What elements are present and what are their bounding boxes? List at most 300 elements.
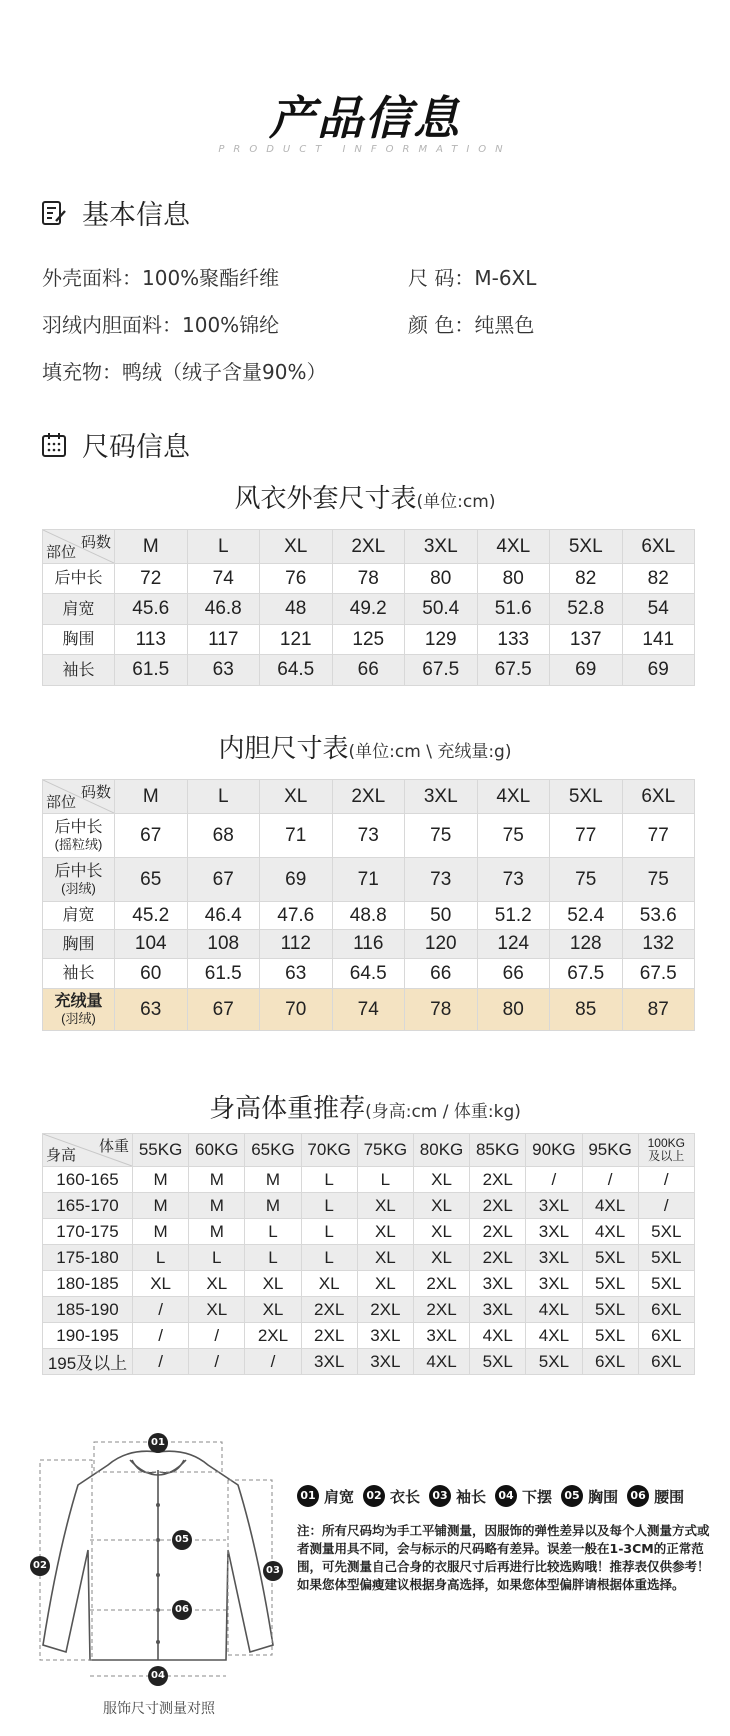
table-cell: 2XL bbox=[357, 1297, 413, 1323]
table-cell: 46.8 bbox=[187, 594, 260, 625]
table-cell: 133 bbox=[477, 625, 550, 655]
table-cell: XL bbox=[301, 1271, 357, 1297]
rec-table-title bbox=[0, 1088, 730, 1125]
table-cell: 104 bbox=[115, 930, 188, 959]
table-cell: 50 bbox=[405, 902, 478, 930]
table-cell: 80 bbox=[477, 989, 550, 1031]
table-cell: L bbox=[133, 1245, 189, 1271]
legend-label: 腰围 bbox=[654, 1487, 685, 1506]
table-cell: 82 bbox=[550, 564, 623, 594]
corner-bottom-label: 部位 bbox=[46, 544, 77, 561]
table-cell: 80 bbox=[405, 564, 478, 594]
column-header: 85KG bbox=[470, 1134, 526, 1167]
corner-top-label: 码数 bbox=[80, 534, 111, 551]
table-cell: 61.5 bbox=[187, 959, 260, 989]
table-row bbox=[43, 814, 695, 858]
column-header: 60KG bbox=[189, 1134, 245, 1167]
table-row bbox=[43, 1297, 695, 1323]
liner-size-table bbox=[42, 779, 695, 1031]
table-cell: 5XL bbox=[582, 1297, 638, 1323]
column-header: 70KG bbox=[301, 1134, 357, 1167]
calendar-icon bbox=[40, 431, 68, 459]
table-cell: 53.6 bbox=[622, 902, 695, 930]
table-cell: XL bbox=[357, 1245, 413, 1271]
column-header: M bbox=[115, 530, 188, 564]
table-cell: XL bbox=[357, 1193, 413, 1219]
column-header-line: 及以上 bbox=[648, 1149, 685, 1163]
row-label: 175-180 bbox=[43, 1245, 133, 1271]
table-cell: 77 bbox=[622, 814, 695, 858]
table-cell: 125 bbox=[332, 625, 405, 655]
table-cell: 2XL bbox=[301, 1323, 357, 1349]
marker-04: 04 bbox=[148, 1666, 168, 1686]
table-row bbox=[43, 1193, 695, 1219]
table-cell: 6XL bbox=[638, 1349, 694, 1375]
table-row bbox=[43, 930, 695, 959]
table-cell: 51.2 bbox=[477, 902, 550, 930]
table-cell: 3XL bbox=[357, 1349, 413, 1375]
table-cell: 67 bbox=[187, 858, 260, 902]
table-cell: 6XL bbox=[638, 1323, 694, 1349]
table-cell: 74 bbox=[332, 989, 405, 1031]
table-cell: 5XL bbox=[526, 1349, 582, 1375]
table-cell: 67.5 bbox=[550, 959, 623, 989]
table-cell: 48 bbox=[260, 594, 333, 625]
corner-top-label: 体重 bbox=[98, 1138, 129, 1155]
table-cell: 129 bbox=[405, 625, 478, 655]
table-cell: 63 bbox=[115, 989, 188, 1031]
table-cell: 47.6 bbox=[260, 902, 333, 930]
row-label bbox=[43, 858, 115, 902]
legend-label: 肩宽 bbox=[324, 1487, 355, 1506]
table-cell: M bbox=[133, 1167, 189, 1193]
table-cell: M bbox=[133, 1219, 189, 1245]
table-cell: 3XL bbox=[526, 1219, 582, 1245]
row-label-sub: (羽绒) bbox=[61, 880, 96, 896]
table-cell: 2XL bbox=[470, 1193, 526, 1219]
table-cell: 5XL bbox=[470, 1349, 526, 1375]
table-cell: 3XL bbox=[357, 1323, 413, 1349]
row-label: 190-195 bbox=[43, 1323, 133, 1349]
rec-table-name: 身高体重推荐 bbox=[209, 1094, 366, 1124]
liner-table-name: 内胆尺寸表 bbox=[218, 734, 349, 764]
table-cell: / bbox=[133, 1297, 189, 1323]
table-cell: XL bbox=[245, 1271, 301, 1297]
table-cell: 116 bbox=[332, 930, 405, 959]
page-subtitle: PRODUCT INFORMATION bbox=[218, 144, 512, 155]
table-cell: 5XL bbox=[638, 1271, 694, 1297]
table-cell: 73 bbox=[405, 858, 478, 902]
table-cell: 71 bbox=[260, 814, 333, 858]
table-cell: L bbox=[301, 1167, 357, 1193]
table-corner bbox=[43, 780, 115, 814]
column-header: 4XL bbox=[477, 530, 550, 564]
marker-05: 05 bbox=[172, 1530, 192, 1550]
table-cell: 75 bbox=[622, 858, 695, 902]
table-cell: 76 bbox=[260, 564, 333, 594]
table-cell: 3XL bbox=[413, 1323, 469, 1349]
row-label-text: 袖长 bbox=[62, 661, 95, 679]
table-cell: 64.5 bbox=[260, 655, 333, 686]
legend-number: 06 bbox=[627, 1485, 649, 1507]
outer-table-title bbox=[0, 478, 730, 515]
table-row bbox=[43, 1167, 695, 1193]
row-label-sub: (羽绒) bbox=[61, 1010, 96, 1026]
liner-fabric: 羽绒内胆面料：100%锦纶 bbox=[42, 313, 280, 337]
legend-label: 袖长 bbox=[456, 1487, 487, 1506]
table-row bbox=[43, 858, 695, 902]
column-header-line: 100KG bbox=[647, 1136, 685, 1150]
row-label bbox=[43, 959, 115, 989]
table-row bbox=[43, 594, 695, 625]
table-cell: 3XL bbox=[470, 1297, 526, 1323]
table-cell: 69 bbox=[550, 655, 623, 686]
column-header bbox=[638, 1134, 694, 1167]
row-label-text: 肩宽 bbox=[62, 600, 95, 618]
table-cell: 50.4 bbox=[405, 594, 478, 625]
table-row bbox=[43, 902, 695, 930]
table-cell: 63 bbox=[187, 655, 260, 686]
row-label bbox=[43, 814, 115, 858]
table-cell: 117 bbox=[187, 625, 260, 655]
table-cell: 45.6 bbox=[115, 594, 188, 625]
table-cell: 48.8 bbox=[332, 902, 405, 930]
column-header: 6XL bbox=[622, 780, 695, 814]
column-header: XL bbox=[260, 530, 333, 564]
table-cell: 63 bbox=[260, 959, 333, 989]
table-cell: 2XL bbox=[470, 1219, 526, 1245]
measure-legend bbox=[297, 1484, 717, 1507]
marker-01: 01 bbox=[148, 1433, 168, 1453]
column-header: L bbox=[187, 780, 260, 814]
row-label bbox=[43, 655, 115, 686]
legend-item bbox=[561, 1485, 618, 1507]
table-cell: 121 bbox=[260, 625, 333, 655]
table-cell: 113 bbox=[115, 625, 188, 655]
outer-table-name: 风衣外套尺寸表 bbox=[234, 484, 417, 514]
legend-number: 05 bbox=[561, 1485, 583, 1507]
legend-label: 衣长 bbox=[390, 1487, 421, 1506]
outer-table-unit: (单位:cm) bbox=[416, 492, 496, 512]
table-cell: 2XL bbox=[301, 1297, 357, 1323]
marker-06: 06 bbox=[172, 1600, 192, 1620]
table-cell: 69 bbox=[622, 655, 695, 686]
corner-top-label: 码数 bbox=[80, 784, 111, 801]
column-header: 6XL bbox=[622, 530, 695, 564]
table-cell: XL bbox=[133, 1271, 189, 1297]
table-cell: 3XL bbox=[526, 1245, 582, 1271]
legend-number: 01 bbox=[297, 1485, 319, 1507]
legend-number: 04 bbox=[495, 1485, 517, 1507]
table-cell: 66 bbox=[477, 959, 550, 989]
table-cell: 2XL bbox=[470, 1245, 526, 1271]
legend-label: 胸围 bbox=[588, 1487, 619, 1506]
table-cell: 3XL bbox=[526, 1271, 582, 1297]
marker-02: 02 bbox=[30, 1556, 50, 1576]
table-cell: 67.5 bbox=[622, 959, 695, 989]
row-label-text: 肩宽 bbox=[62, 907, 95, 924]
table-row bbox=[43, 1219, 695, 1245]
table-cell: XL bbox=[357, 1219, 413, 1245]
table-cell: 68 bbox=[187, 814, 260, 858]
row-label: 185-190 bbox=[43, 1297, 133, 1323]
table-cell: / bbox=[133, 1323, 189, 1349]
table-cell: 69 bbox=[260, 858, 333, 902]
marker-03: 03 bbox=[263, 1561, 283, 1581]
table-cell: 4XL bbox=[526, 1323, 582, 1349]
column-header: 5XL bbox=[550, 530, 623, 564]
measure-note: 注：所有尺码均为手工平铺测量，因服饰的弹性差异以及每个人测量方式或者测量用具不同，会与标示的尺码略有差异。误差一般在1-3CM的正常范围，可先测量自己合身的衣服尺寸后再进行比较选购哦！推荐表仅供参考！如果您体型偏瘦建议根据身高选择，如果您体型偏胖请根据体重选择。 bbox=[297, 1523, 710, 1592]
table-cell: 3XL bbox=[470, 1271, 526, 1297]
table-cell: 52.4 bbox=[550, 902, 623, 930]
table-cell: L bbox=[245, 1219, 301, 1245]
table-cell: 71 bbox=[332, 858, 405, 902]
table-cell: L bbox=[301, 1193, 357, 1219]
table-cell: 67 bbox=[187, 989, 260, 1031]
rec-table-unit: (身高:cm / 体重:kg) bbox=[365, 1102, 521, 1122]
table-cell: L bbox=[301, 1245, 357, 1271]
table-cell: 4XL bbox=[526, 1297, 582, 1323]
table-cell: 64.5 bbox=[332, 959, 405, 989]
table-cell: 45.2 bbox=[115, 902, 188, 930]
legend-label: 下摆 bbox=[522, 1487, 553, 1506]
table-cell: 80 bbox=[477, 564, 550, 594]
legend-item bbox=[429, 1485, 486, 1507]
table-cell: / bbox=[245, 1349, 301, 1375]
filling-info: 填充物：鸭绒（绒子含量90%） bbox=[42, 360, 327, 384]
table-cell: XL bbox=[413, 1219, 469, 1245]
table-cell: 108 bbox=[187, 930, 260, 959]
table-row bbox=[43, 1323, 695, 1349]
table-cell: M bbox=[189, 1167, 245, 1193]
table-cell: XL bbox=[413, 1167, 469, 1193]
row-label bbox=[43, 564, 115, 594]
table-cell: / bbox=[638, 1193, 694, 1219]
table-header-row bbox=[43, 530, 695, 564]
table-cell: 73 bbox=[477, 858, 550, 902]
table-cell: 72 bbox=[115, 564, 188, 594]
table-cell: M bbox=[245, 1193, 301, 1219]
table-cell: 124 bbox=[477, 930, 550, 959]
column-header: 5XL bbox=[550, 780, 623, 814]
table-row bbox=[43, 1349, 695, 1375]
table-cell: 49.2 bbox=[332, 594, 405, 625]
table-cell: M bbox=[133, 1193, 189, 1219]
table-cell: M bbox=[245, 1167, 301, 1193]
row-label-text: 胸围 bbox=[62, 935, 95, 953]
table-cell: L bbox=[189, 1245, 245, 1271]
table-cell: 67.5 bbox=[405, 655, 478, 686]
table-row bbox=[43, 989, 695, 1031]
column-header: 3XL bbox=[405, 530, 478, 564]
legend-item bbox=[363, 1485, 420, 1507]
table-cell: 67 bbox=[115, 814, 188, 858]
basic-info-title: 基本信息 bbox=[82, 200, 190, 231]
table-row bbox=[43, 1271, 695, 1297]
table-cell: 78 bbox=[332, 564, 405, 594]
liner-table-unit: (单位:cm \ 充绒量:g) bbox=[348, 742, 512, 762]
row-label-text: 胸围 bbox=[62, 631, 95, 648]
table-cell: M bbox=[189, 1219, 245, 1245]
table-cell: XL bbox=[357, 1271, 413, 1297]
row-label-text: 后中长 bbox=[54, 818, 103, 836]
table-cell: 77 bbox=[550, 814, 623, 858]
height-weight-table bbox=[42, 1133, 695, 1375]
table-cell: 5XL bbox=[582, 1245, 638, 1271]
column-header: 3XL bbox=[405, 780, 478, 814]
table-cell: 120 bbox=[405, 930, 478, 959]
legend-item bbox=[297, 1485, 354, 1507]
row-label: 170-175 bbox=[43, 1219, 133, 1245]
table-cell: 65 bbox=[115, 858, 188, 902]
table-cell: 66 bbox=[332, 655, 405, 686]
corner-bottom-label: 部位 bbox=[46, 794, 77, 811]
column-header: L bbox=[187, 530, 260, 564]
diagram-caption: 服饰尺寸测量对照 bbox=[103, 1701, 215, 1717]
table-cell: 3XL bbox=[526, 1193, 582, 1219]
table-row bbox=[43, 655, 695, 686]
table-row bbox=[43, 1245, 695, 1271]
table-row bbox=[43, 625, 695, 655]
table-cell: 74 bbox=[187, 564, 260, 594]
table-cell: / bbox=[189, 1349, 245, 1375]
table-cell: 54 bbox=[622, 594, 695, 625]
table-cell: 4XL bbox=[582, 1219, 638, 1245]
color-info: 颜 色：纯黑色 bbox=[408, 313, 535, 337]
column-header: 90KG bbox=[526, 1134, 582, 1167]
table-cell: M bbox=[189, 1193, 245, 1219]
table-cell: 87 bbox=[622, 989, 695, 1031]
table-row bbox=[43, 564, 695, 594]
table-cell: 75 bbox=[477, 814, 550, 858]
table-cell: 112 bbox=[260, 930, 333, 959]
table-cell: XL bbox=[189, 1271, 245, 1297]
table-cell: 75 bbox=[405, 814, 478, 858]
column-header: 4XL bbox=[477, 780, 550, 814]
legend-number: 02 bbox=[363, 1485, 385, 1507]
page-title: 产品信息 bbox=[269, 91, 461, 145]
corner-bottom-label: 身高 bbox=[46, 1147, 77, 1164]
table-cell: 85 bbox=[550, 989, 623, 1031]
row-label: 160-165 bbox=[43, 1167, 133, 1193]
table-cell: 4XL bbox=[470, 1323, 526, 1349]
shirt-outline bbox=[43, 1451, 273, 1660]
table-cell: 5XL bbox=[582, 1271, 638, 1297]
table-cell: 67.5 bbox=[477, 655, 550, 686]
measure-lines bbox=[40, 1442, 272, 1676]
table-cell: XL bbox=[245, 1297, 301, 1323]
table-cell: 51.6 bbox=[477, 594, 550, 625]
table-cell: / bbox=[133, 1349, 189, 1375]
table-cell: 75 bbox=[550, 858, 623, 902]
table-cell: 3XL bbox=[301, 1349, 357, 1375]
shell-fabric: 外壳面料：100%聚酯纤维 bbox=[42, 266, 280, 290]
table-cell: XL bbox=[413, 1245, 469, 1271]
table-cell: L bbox=[357, 1167, 413, 1193]
column-header: 55KG bbox=[133, 1134, 189, 1167]
basic-info-heading bbox=[40, 193, 190, 232]
legend-number: 03 bbox=[429, 1485, 451, 1507]
document-edit-icon bbox=[40, 199, 68, 227]
column-header: 95KG bbox=[582, 1134, 638, 1167]
row-label-text: 充绒量 bbox=[54, 992, 103, 1010]
legend-item bbox=[627, 1485, 684, 1507]
table-cell: XL bbox=[189, 1297, 245, 1323]
table-cell: 78 bbox=[405, 989, 478, 1031]
liner-table-title bbox=[0, 728, 730, 765]
table-cell: XL bbox=[413, 1193, 469, 1219]
table-cell: 2XL bbox=[413, 1297, 469, 1323]
table-cell: 66 bbox=[405, 959, 478, 989]
row-label bbox=[43, 902, 115, 930]
row-label-text: 后中长 bbox=[54, 570, 103, 587]
table-header-row bbox=[43, 780, 695, 814]
table-cell: 141 bbox=[622, 625, 695, 655]
column-header: M bbox=[115, 780, 188, 814]
row-label: 195及以上 bbox=[43, 1349, 133, 1375]
row-label-text: 后中长 bbox=[54, 862, 103, 880]
size-info-title: 尺码信息 bbox=[82, 432, 190, 463]
table-cell: 2XL bbox=[470, 1167, 526, 1193]
row-label-sub: (摇粒绒) bbox=[54, 836, 103, 852]
table-cell: / bbox=[582, 1167, 638, 1193]
table-cell: 4XL bbox=[413, 1349, 469, 1375]
table-cell: 128 bbox=[550, 930, 623, 959]
table-cell: / bbox=[526, 1167, 582, 1193]
table-cell: 137 bbox=[550, 625, 623, 655]
table-cell: L bbox=[245, 1245, 301, 1271]
table-corner bbox=[43, 1134, 133, 1167]
column-header: 2XL bbox=[332, 530, 405, 564]
table-cell: 4XL bbox=[582, 1193, 638, 1219]
table-header-row bbox=[43, 1134, 695, 1167]
legend-item bbox=[495, 1485, 552, 1507]
row-label bbox=[43, 989, 115, 1031]
table-cell: 5XL bbox=[638, 1245, 694, 1271]
table-cell: 6XL bbox=[582, 1349, 638, 1375]
table-cell: 82 bbox=[622, 564, 695, 594]
table-cell: L bbox=[301, 1219, 357, 1245]
table-cell: 70 bbox=[260, 989, 333, 1031]
table-cell: / bbox=[638, 1167, 694, 1193]
column-header: 75KG bbox=[357, 1134, 413, 1167]
table-cell: / bbox=[189, 1323, 245, 1349]
table-cell: 60 bbox=[115, 959, 188, 989]
column-header: XL bbox=[260, 780, 333, 814]
outer-size-table bbox=[42, 529, 695, 686]
table-cell: 61.5 bbox=[115, 655, 188, 686]
row-label: 180-185 bbox=[43, 1271, 133, 1297]
table-cell: 5XL bbox=[582, 1323, 638, 1349]
table-cell: 2XL bbox=[245, 1323, 301, 1349]
size-info-heading bbox=[40, 425, 190, 464]
table-row bbox=[43, 959, 695, 989]
row-label-text: 袖长 bbox=[62, 965, 95, 982]
table-cell: 73 bbox=[332, 814, 405, 858]
table-cell: 46.4 bbox=[187, 902, 260, 930]
table-cell: 132 bbox=[622, 930, 695, 959]
table-cell: 6XL bbox=[638, 1297, 694, 1323]
row-label bbox=[43, 594, 115, 625]
table-corner bbox=[43, 530, 115, 564]
table-cell: 2XL bbox=[413, 1271, 469, 1297]
table-cell: 5XL bbox=[638, 1219, 694, 1245]
column-header: 65KG bbox=[245, 1134, 301, 1167]
column-header: 80KG bbox=[413, 1134, 469, 1167]
shirt-diagram bbox=[28, 1430, 290, 1690]
row-label bbox=[43, 625, 115, 655]
column-header: 2XL bbox=[332, 780, 405, 814]
